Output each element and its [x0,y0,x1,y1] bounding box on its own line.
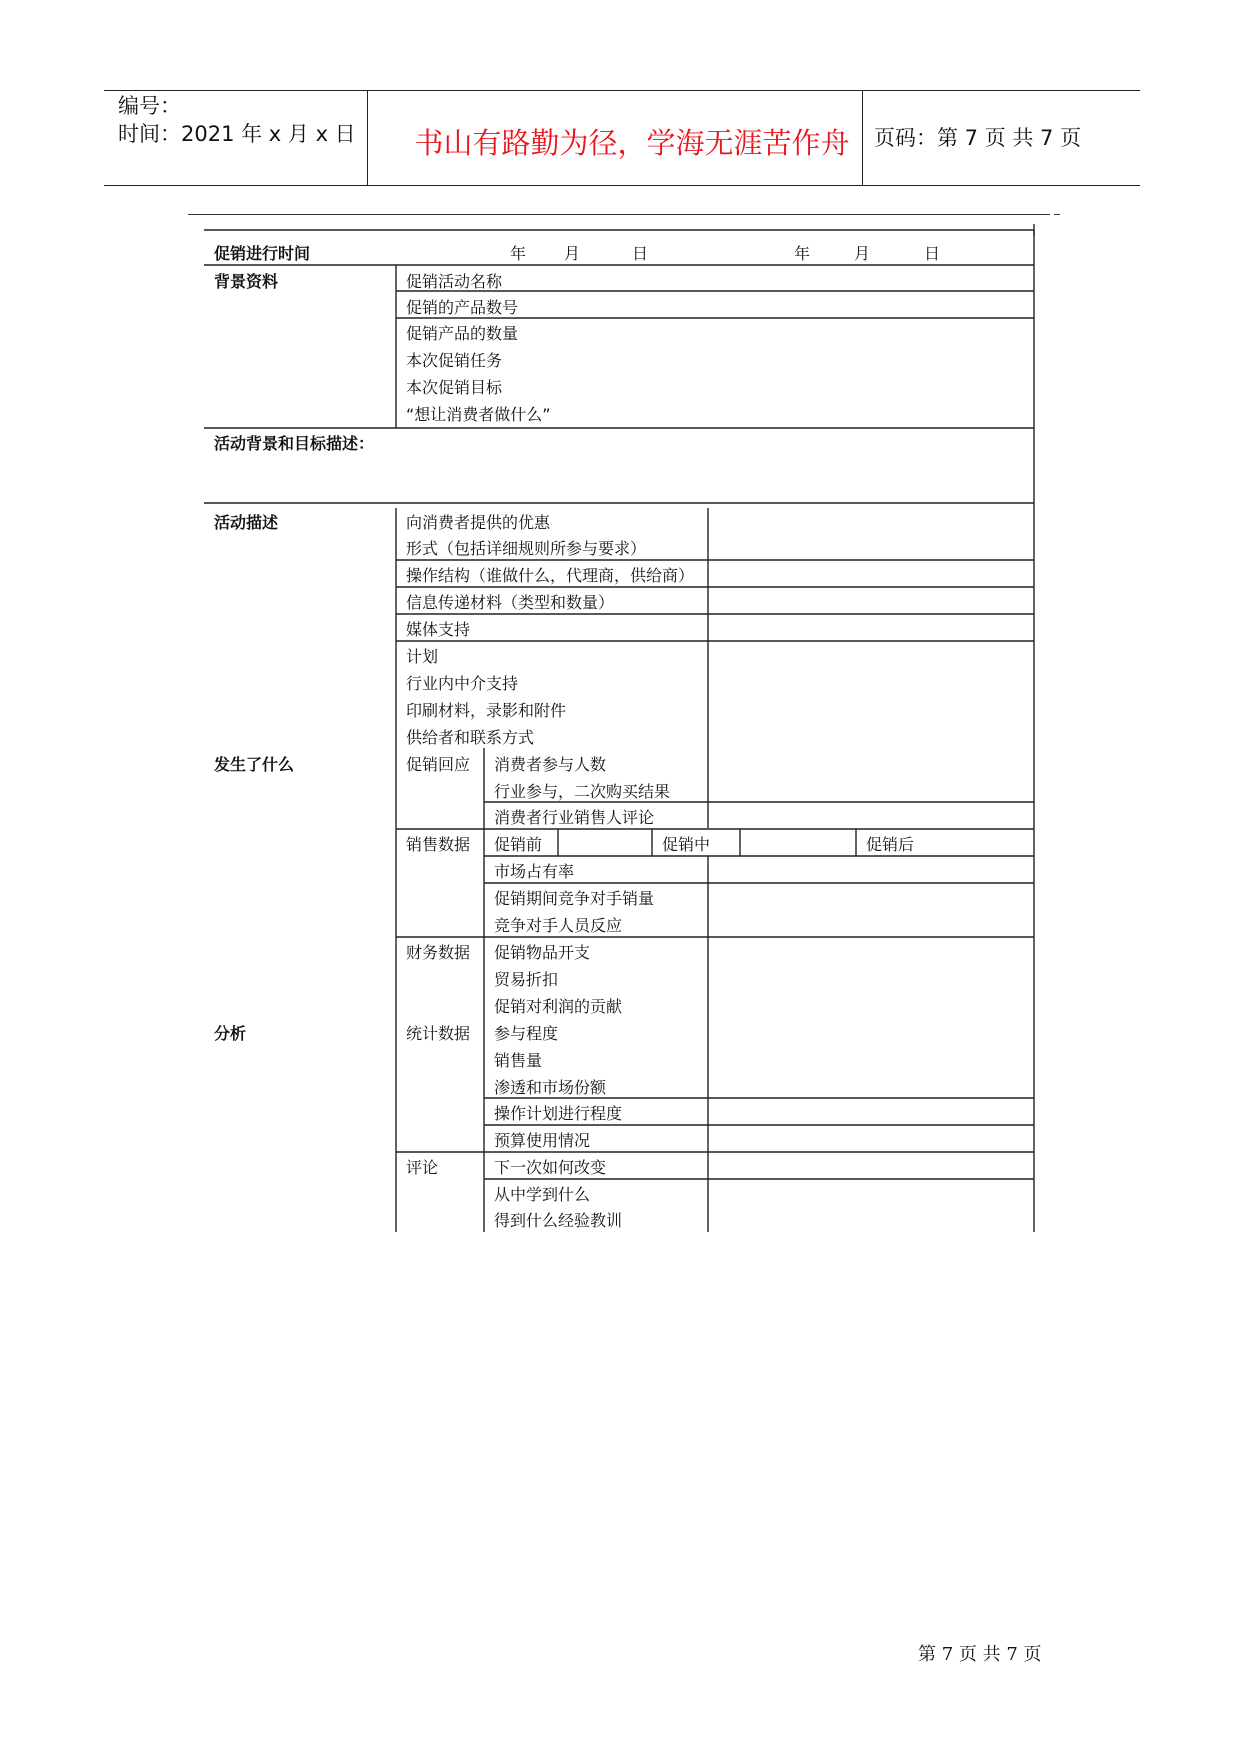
finance-item: 促销对利润的贡献 [494,997,623,1016]
stats-item: 参与程度 [494,1024,559,1043]
start-month-label: 月 [564,244,581,263]
finance-item: 促销物品开支 [494,943,591,962]
background-item: 促销产品的数量 [406,324,519,343]
stats-item: 预算使用情况 [494,1131,591,1150]
background-label: 背景资料 [214,272,279,291]
review-label: 评论 [406,1158,439,1177]
description-label: 活动描述 [214,513,279,532]
response-item: 消费者行业销售人评论 [494,808,655,827]
response-item: 消费者参与人数 [494,755,607,774]
end-month-label: 月 [854,244,871,263]
header-page-label: 页码：第 7 页 共 7 页 [874,126,1082,150]
analysis-label: 分析 [214,1024,247,1043]
sales-data-label: 销售数据 [406,835,471,854]
review-item: 下一次如何改变 [494,1158,607,1177]
page-footer: 第 7 页 共 7 页 [918,1644,1042,1665]
background-item: 本次促销任务 [406,351,503,370]
happened-item: 印刷材料，录影和附件 [406,701,567,720]
sales-item: 促销期间竞争对手销量 [494,889,655,908]
header-slogan: 书山有路勤为径，学海无涯苦作舟 [414,126,850,160]
summary-label: 活动背景和目标描述： [214,434,375,453]
review-item: 得到什么经验教训 [494,1211,623,1230]
end-year-label: 年 [794,244,811,263]
review-item: 从中学到什么 [494,1185,591,1204]
finance-data-label: 财务数据 [406,943,471,962]
end-day-label: 日 [924,244,941,263]
stats-data-label: 统计数据 [406,1024,471,1043]
background-item: 本次促销目标 [406,378,503,397]
sales-during-label: 促销中 [662,835,711,854]
finance-item: 贸易折扣 [494,970,559,989]
happened-item: 供给者和联系方式 [406,728,535,747]
promo-period-label: 促销进行时间 [214,244,311,263]
happened-item: 行业内中介支持 [406,674,519,693]
background-item: “想让消费者做什么” [406,405,551,424]
happened-label: 发生了什么 [214,755,295,774]
response-label: 促销回应 [406,755,471,774]
response-item: 行业参与，二次购买结果 [494,782,671,801]
sales-before-label: 促销前 [494,835,543,854]
description-item: 向消费者提供的优惠 [406,513,551,532]
happened-item: 计划 [406,647,439,666]
description-item: 形式（包括详细规则所参与要求） [406,539,647,558]
sales-after-label: 促销后 [866,835,915,854]
stats-item: 渗透和市场份额 [494,1078,607,1097]
sales-item: 竞争对手人员反应 [494,916,623,935]
description-item: 媒体支持 [406,620,471,639]
time-label: 时间：2021 年 x 月 x 日 [118,122,356,146]
stats-item: 操作计划进行程度 [494,1104,623,1123]
description-item: 信息传递材料（类型和数量） [406,593,615,612]
start-day-label: 日 [632,244,649,263]
serial-number-label: 编号： [118,94,181,118]
background-item: 促销的产品数号 [406,298,519,317]
background-item: 促销活动名称 [406,272,503,291]
sales-item: 市场占有率 [494,862,575,881]
stats-item: 销售量 [494,1051,543,1070]
description-item: 操作结构（谁做什么，代理商，供给商） [406,566,695,585]
start-year-label: 年 [510,244,527,263]
